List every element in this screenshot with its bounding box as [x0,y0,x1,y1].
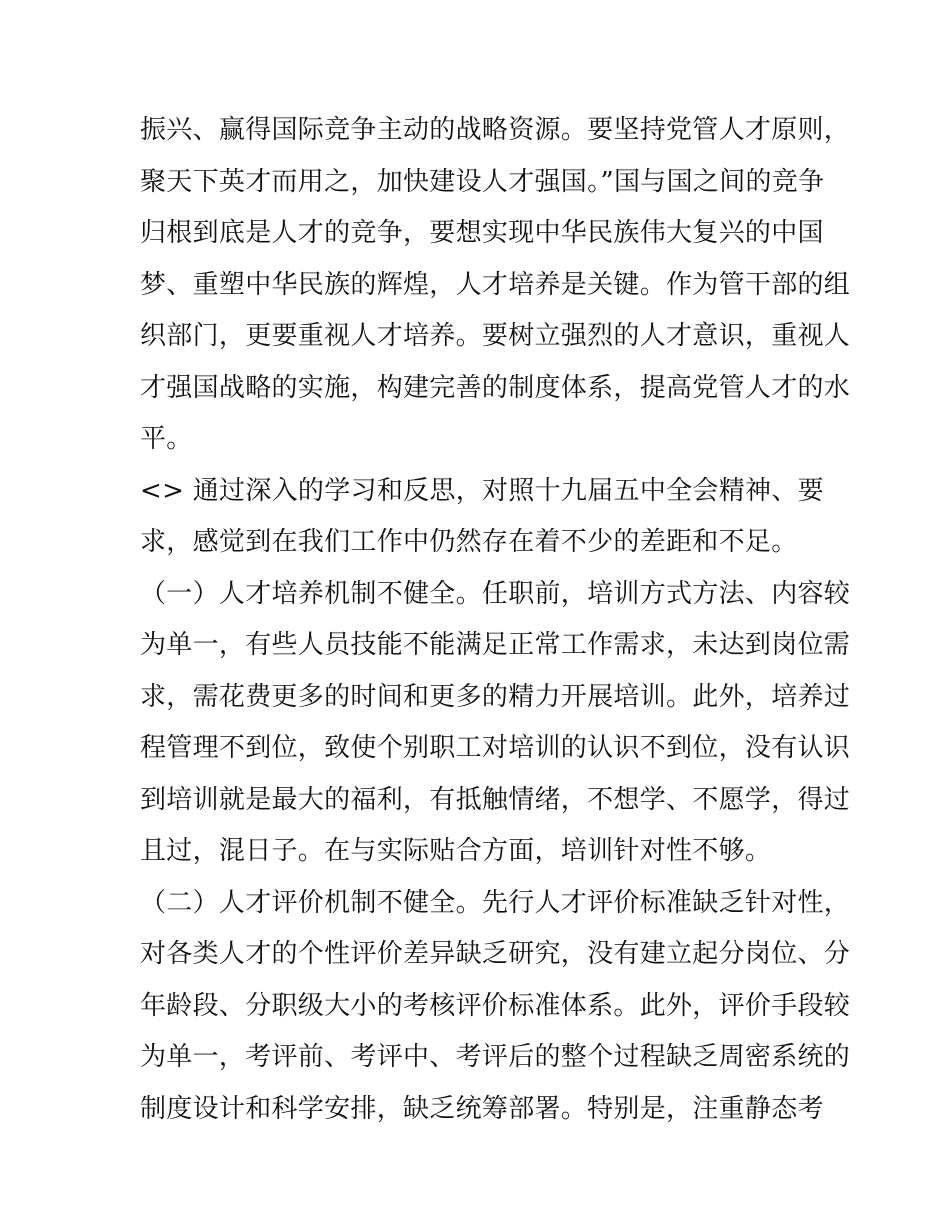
text-line: 织部门，更要重视人才培养。要树立强烈的人才意识，重视人 [140,321,851,351]
text-line: 归根到底是人才的竞争，要想实现中华民族伟大复兴的中国 [140,218,824,248]
text-line: 对各类人才的个性评价差异缺乏研究，没有建立起分岗位、分 [140,939,851,969]
text-line: 制度设计和科学安排，缺乏统筹部署。特别是，注重静态考 [140,1093,824,1124]
text-line: 平。 [140,424,193,454]
text-line: 振兴、赢得国际竞争主动的战略资源。要坚持党管人才原则， [140,115,851,145]
text-line: 求，需花费更多的时间和更多的精力开展培训。此外，培养过 [140,681,851,712]
text-line: 到培训就是最大的福利，有抵触情绪，不想学、不愿学，得过 [140,784,851,815]
text-line: 程管理不到位，致使个别职工对培训的认识不到位，没有认识 [140,733,851,763]
text-line: 为单一，有些人员技能不能满足正常工作需求，未达到岗位需 [140,630,851,660]
text-line: 聚天下英才而用之，加快建设人才强国。”国与国之间的竞争 [140,166,825,197]
text-line: 且过，混日子。在与实际贴合方面，培训针对性不够。 [140,836,772,866]
document-body [140,105,851,1135]
text-line: 求，感觉到在我们工作中仍然存在着不少的差距和不足。 [140,527,798,557]
text-line: （一）人才培养机制不健全。任职前，培训方式方法、内容较 [140,578,851,609]
text-line: <> 通过深入的学习和反思，对照十九届五中全会精神、要 [140,475,824,506]
text-line: 年龄段、分职级大小的考核评价标准体系。此外，评价手段较 [140,990,851,1021]
text-line: 才强国战略的实施，构建完善的制度体系，提高党管人才的水 [140,372,851,403]
text-line: 梦、重塑中华民族的辉煌，人才培养是关键。作为管干部的组 [140,269,851,300]
text-line: （二）人才评价机制不健全。先行人才评价标准缺乏针对性， [140,887,851,918]
text-line: 为单一，考评前、考评中、考评后的整个过程缺乏周密系统的 [140,1042,851,1072]
